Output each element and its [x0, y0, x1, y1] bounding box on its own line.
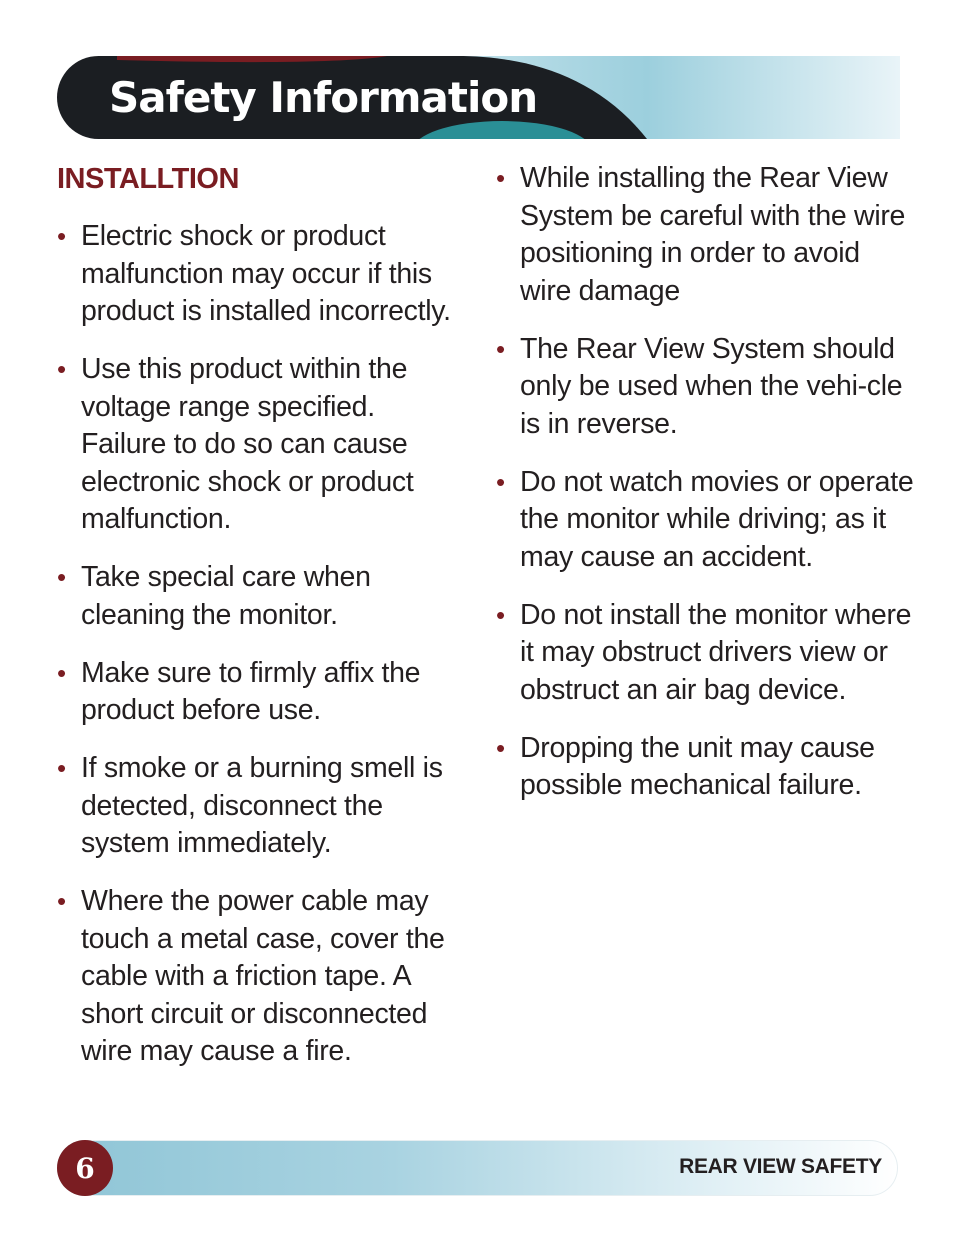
- list-item: [57, 559, 467, 634]
- list-item: [496, 331, 916, 444]
- list-item-text: Electric shock or product malfunction may occur if this product is installed incorrectly.: [81, 220, 451, 327]
- bullet-icon: •: [57, 886, 66, 916]
- list-item: [496, 730, 916, 805]
- list-item-text: Do not watch movies or operate the monitor while driving; as it may cause an accident.: [520, 465, 914, 573]
- list-item: [57, 351, 467, 539]
- page-title: Safety Information: [109, 73, 538, 122]
- bullet-icon: •: [496, 333, 505, 364]
- list-item-text: Where the power cable may touch a metal case, cover the cable with a friction tape. A short circuit or disconnected wire may cause a fire.: [81, 885, 445, 1067]
- list-item-text: Make sure to firmly affix the product before use.: [81, 656, 421, 726]
- bullet-icon: •: [57, 657, 66, 688]
- bullet-icon: •: [496, 466, 505, 497]
- list-item-text: While installing the Rear View System be careful with the wire positioning in order to avoid wire damage: [520, 162, 906, 307]
- bullet-icon: •: [496, 163, 505, 193]
- header-banner: [57, 56, 900, 139]
- page-number: 6: [57, 1140, 113, 1196]
- list-item-text: Take special care when cleaning the monitor.: [81, 561, 371, 631]
- list-item: [496, 160, 916, 310]
- bullet-icon: •: [496, 599, 505, 630]
- list-item-text: Use this product within the voltage range specified. Failure to do so can cause electronic shock or product malfunction.: [81, 353, 414, 535]
- bullet-icon: •: [496, 732, 505, 763]
- list-item: [57, 655, 467, 730]
- section-heading: INSTALLTION: [57, 163, 239, 195]
- list-item-text: The Rear View System should only be used when the vehi-cle is in reverse.: [520, 332, 903, 440]
- list-item: [57, 750, 467, 863]
- right-bullet-list: [496, 160, 916, 805]
- left-bullet-list: [57, 218, 467, 1071]
- list-item: [496, 597, 916, 710]
- right-column: [496, 160, 916, 825]
- list-item: [57, 218, 467, 331]
- list-item: [57, 883, 467, 1071]
- bullet-icon: •: [57, 221, 66, 251]
- list-item-text: Do not install the monitor where it may obstruct drivers view or obstruct an air bag device.: [520, 598, 912, 706]
- list-item-text: If smoke or a burning smell is detected, disconnect the system immediately.: [81, 752, 443, 859]
- bullet-icon: •: [57, 562, 66, 592]
- list-item-text: Dropping the unit may cause possible mechanical failure.: [520, 731, 875, 801]
- footer-section-label: REAR VIEW SAFETY: [679, 1155, 882, 1178]
- list-item: [496, 464, 916, 577]
- bullet-icon: •: [57, 354, 66, 384]
- bullet-icon: •: [57, 753, 66, 783]
- left-column: [57, 160, 467, 1091]
